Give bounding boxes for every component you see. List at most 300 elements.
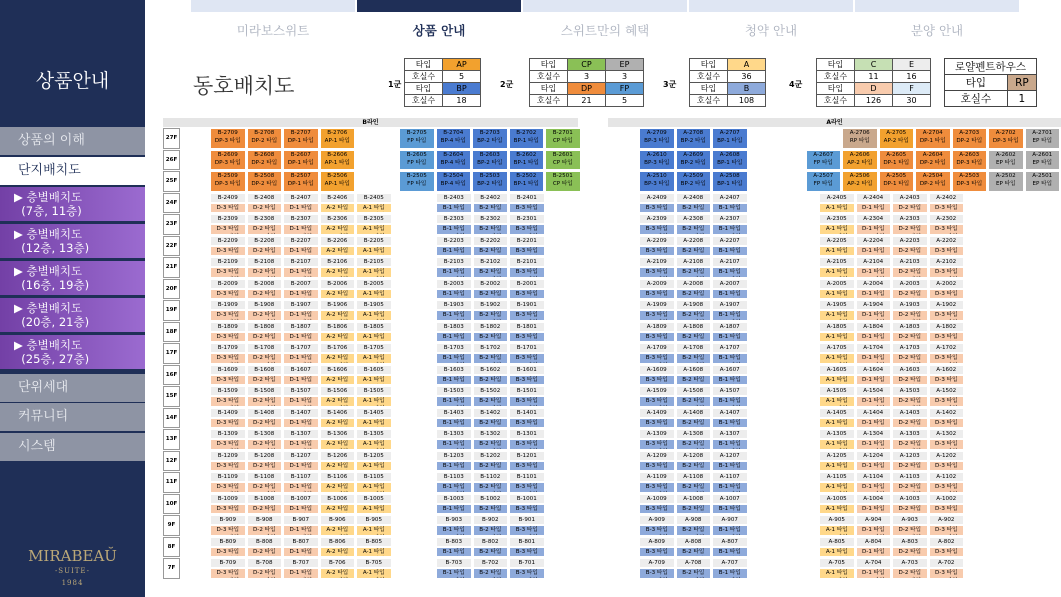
unit-type-cell[interactable] [639, 332, 675, 342]
unit-type-cell[interactable] [356, 439, 392, 449]
unit-cell[interactable] [247, 322, 283, 332]
unit-cell[interactable] [320, 236, 356, 246]
unit-type-cell[interactable] [676, 289, 712, 299]
unit-type-cell[interactable] [473, 525, 509, 535]
unit-type-cell[interactable] [473, 547, 509, 557]
unit-cell[interactable] [320, 257, 356, 267]
unit-type-cell[interactable] [436, 504, 472, 514]
unit-type-cell[interactable] [283, 396, 319, 406]
unit-cell[interactable] [247, 537, 283, 547]
unit-type-cell[interactable] [247, 396, 283, 406]
unit-cell[interactable] [247, 193, 283, 203]
unit-type-cell[interactable] [210, 461, 246, 471]
unit-B-2601[interactable] [545, 150, 581, 171]
unit-type-cell[interactable] [436, 224, 472, 234]
unit-cell[interactable] [356, 451, 392, 461]
unit-cell[interactable] [892, 408, 928, 418]
unit-type-cell[interactable] [712, 439, 748, 449]
unit-cell[interactable] [356, 386, 392, 396]
unit-B-2508[interactable] [247, 171, 283, 192]
unit-B-2501[interactable] [545, 171, 581, 192]
unit-cell[interactable] [929, 386, 965, 396]
unit-cell[interactable] [509, 494, 545, 504]
unit-type-cell[interactable] [283, 310, 319, 320]
unit-cell[interactable] [320, 214, 356, 224]
unit-A-2503[interactable] [952, 171, 988, 192]
unit-type-cell[interactable] [856, 246, 892, 256]
unit-type-cell[interactable] [356, 482, 392, 492]
unit-cell[interactable] [509, 429, 545, 439]
unit-cell[interactable] [210, 236, 246, 246]
unit-cell[interactable] [856, 193, 892, 203]
unit-type-cell[interactable] [892, 246, 928, 256]
unit-A-2709[interactable] [639, 128, 675, 149]
unit-cell[interactable] [856, 343, 892, 353]
unit-cell[interactable] [676, 429, 712, 439]
unit-cell[interactable] [892, 537, 928, 547]
unit-cell[interactable] [712, 236, 748, 246]
unit-cell[interactable] [929, 494, 965, 504]
unit-A-2704[interactable] [915, 128, 951, 149]
unit-cell[interactable] [210, 365, 246, 375]
unit-B-2701[interactable] [545, 128, 581, 149]
unit-cell[interactable] [819, 214, 855, 224]
unit-cell[interactable] [509, 472, 545, 482]
unit-cell[interactable] [819, 322, 855, 332]
unit-type-cell[interactable] [676, 353, 712, 363]
unit-cell[interactable] [856, 558, 892, 568]
unit-type-cell[interactable] [473, 439, 509, 449]
unit-type-cell[interactable] [856, 525, 892, 535]
unit-A-2701[interactable] [1025, 128, 1061, 149]
unit-cell[interactable] [473, 386, 509, 396]
unit-type-cell[interactable] [320, 203, 356, 213]
unit-type-cell[interactable] [856, 547, 892, 557]
unit-B-2503[interactable] [472, 171, 508, 192]
sidebar-item-4[interactable]: ▶ 층별배치도 (16층, 19층) [0, 261, 145, 295]
unit-type-cell[interactable] [283, 246, 319, 256]
unit-type-cell[interactable] [929, 375, 965, 385]
unit-cell[interactable] [320, 386, 356, 396]
unit-cell[interactable] [473, 558, 509, 568]
unit-type-cell[interactable] [283, 353, 319, 363]
unit-cell[interactable] [320, 537, 356, 547]
unit-cell[interactable] [892, 429, 928, 439]
unit-type-cell[interactable] [436, 396, 472, 406]
unit-cell[interactable] [819, 236, 855, 246]
unit-cell[interactable] [283, 515, 319, 525]
unit-A-2607[interactable] [806, 150, 842, 171]
unit-type-cell[interactable] [247, 568, 283, 578]
unit-type-cell[interactable] [676, 525, 712, 535]
unit-cell[interactable] [639, 343, 675, 353]
unit-A-2609[interactable] [676, 150, 712, 171]
unit-cell[interactable] [639, 515, 675, 525]
unit-type-cell[interactable] [210, 224, 246, 234]
unit-type-cell[interactable] [210, 267, 246, 277]
unit-cell[interactable] [247, 236, 283, 246]
unit-type-cell[interactable] [819, 246, 855, 256]
unit-type-cell[interactable] [509, 461, 545, 471]
unit-A-2606[interactable] [842, 150, 878, 171]
unit-cell[interactable] [210, 279, 246, 289]
unit-type-cell[interactable] [676, 396, 712, 406]
sidebar-item-0[interactable]: 상품의 이해 [0, 127, 145, 155]
unit-type-cell[interactable] [509, 310, 545, 320]
unit-cell[interactable] [676, 214, 712, 224]
unit-type-cell[interactable] [210, 439, 246, 449]
unit-type-cell[interactable] [819, 461, 855, 471]
unit-cell[interactable] [929, 558, 965, 568]
unit-cell[interactable] [356, 537, 392, 547]
unit-type-cell[interactable] [712, 246, 748, 256]
unit-type-cell[interactable] [210, 568, 246, 578]
unit-A-2708[interactable] [676, 128, 712, 149]
unit-type-cell[interactable] [436, 439, 472, 449]
unit-type-cell[interactable] [247, 224, 283, 234]
unit-B-2608[interactable] [247, 150, 283, 171]
unit-type-cell[interactable] [210, 246, 246, 256]
unit-type-cell[interactable] [712, 224, 748, 234]
unit-cell[interactable] [676, 343, 712, 353]
unit-cell[interactable] [320, 300, 356, 310]
unit-type-cell[interactable] [356, 396, 392, 406]
unit-type-cell[interactable] [676, 418, 712, 428]
unit-cell[interactable] [819, 300, 855, 310]
sidebar-item-7[interactable]: 단위세대 [0, 374, 145, 402]
sidebar-item-6[interactable]: ▶ 층별배치도 (25층, 27층) [0, 335, 145, 369]
unit-cell[interactable] [473, 429, 509, 439]
unit-B-2708[interactable] [247, 128, 283, 149]
unit-A-2505[interactable] [879, 171, 915, 192]
unit-type-cell[interactable] [509, 547, 545, 557]
unit-type-cell[interactable] [320, 547, 356, 557]
unit-A-2506[interactable] [842, 171, 878, 192]
unit-A-2509[interactable] [676, 171, 712, 192]
unit-type-cell[interactable] [356, 568, 392, 578]
unit-type-cell[interactable] [639, 568, 675, 578]
unit-type-cell[interactable] [819, 332, 855, 342]
tab-1[interactable] [357, 0, 521, 40]
unit-type-cell[interactable] [892, 353, 928, 363]
unit-type-cell[interactable] [509, 418, 545, 428]
unit-cell[interactable] [676, 236, 712, 246]
unit-type-cell[interactable] [856, 224, 892, 234]
unit-type-cell[interactable] [210, 332, 246, 342]
unit-B-2704[interactable] [436, 128, 472, 149]
unit-type-cell[interactable] [929, 246, 965, 256]
sidebar-item-9[interactable]: 시스템 [0, 433, 145, 461]
unit-type-cell[interactable] [892, 310, 928, 320]
unit-cell[interactable] [929, 257, 965, 267]
unit-A-2610[interactable] [639, 150, 675, 171]
unit-B-2707[interactable] [283, 128, 319, 149]
unit-cell[interactable] [639, 257, 675, 267]
unit-type-cell[interactable] [856, 332, 892, 342]
unit-cell[interactable] [283, 537, 319, 547]
unit-type-cell[interactable] [929, 439, 965, 449]
unit-cell[interactable] [929, 365, 965, 375]
unit-type-cell[interactable] [892, 224, 928, 234]
unit-type-cell[interactable] [676, 482, 712, 492]
unit-type-cell[interactable] [639, 418, 675, 428]
unit-type-cell[interactable] [639, 547, 675, 557]
unit-cell[interactable] [639, 451, 675, 461]
unit-type-cell[interactable] [247, 439, 283, 449]
unit-cell[interactable] [509, 193, 545, 203]
unit-cell[interactable] [929, 408, 965, 418]
unit-type-cell[interactable] [436, 568, 472, 578]
unit-type-cell[interactable] [320, 439, 356, 449]
unit-type-cell[interactable] [856, 289, 892, 299]
unit-cell[interactable] [210, 537, 246, 547]
unit-type-cell[interactable] [356, 504, 392, 514]
unit-type-cell[interactable] [509, 375, 545, 385]
unit-cell[interactable] [639, 558, 675, 568]
unit-cell[interactable] [210, 322, 246, 332]
unit-cell[interactable] [436, 257, 472, 267]
unit-type-cell[interactable] [473, 568, 509, 578]
unit-cell[interactable] [712, 257, 748, 267]
unit-cell[interactable] [819, 386, 855, 396]
unit-A-2510[interactable] [639, 171, 675, 192]
unit-cell[interactable] [473, 343, 509, 353]
unit-B-2602[interactable] [509, 150, 545, 171]
unit-cell[interactable] [819, 429, 855, 439]
unit-cell[interactable] [509, 343, 545, 353]
unit-type-cell[interactable] [283, 289, 319, 299]
unit-cell[interactable] [712, 408, 748, 418]
unit-cell[interactable] [356, 365, 392, 375]
unit-type-cell[interactable] [247, 246, 283, 256]
unit-type-cell[interactable] [210, 418, 246, 428]
unit-B-2504[interactable] [436, 171, 472, 192]
unit-cell[interactable] [712, 386, 748, 396]
unit-type-cell[interactable] [639, 310, 675, 320]
unit-B-2506[interactable] [320, 171, 356, 192]
unit-type-cell[interactable] [320, 525, 356, 535]
unit-cell[interactable] [247, 451, 283, 461]
unit-type-cell[interactable] [283, 547, 319, 557]
unit-cell[interactable] [712, 558, 748, 568]
unit-type-cell[interactable] [283, 525, 319, 535]
unit-type-cell[interactable] [819, 310, 855, 320]
unit-cell[interactable] [210, 558, 246, 568]
unit-B-2507[interactable] [283, 171, 319, 192]
unit-type-cell[interactable] [856, 375, 892, 385]
unit-type-cell[interactable] [639, 375, 675, 385]
unit-cell[interactable] [356, 515, 392, 525]
unit-cell[interactable] [676, 193, 712, 203]
sidebar-item-5[interactable]: ▶ 층별배치도 (20층, 21층) [0, 298, 145, 332]
unit-type-cell[interactable] [676, 568, 712, 578]
unit-type-cell[interactable] [676, 310, 712, 320]
unit-type-cell[interactable] [436, 353, 472, 363]
unit-type-cell[interactable] [639, 504, 675, 514]
unit-A-2601[interactable] [1025, 150, 1061, 171]
unit-cell[interactable] [929, 322, 965, 332]
unit-B-2604[interactable] [436, 150, 472, 171]
unit-type-cell[interactable] [856, 310, 892, 320]
unit-cell[interactable] [639, 408, 675, 418]
unit-cell[interactable] [356, 472, 392, 482]
unit-type-cell[interactable] [856, 353, 892, 363]
unit-type-cell[interactable] [929, 418, 965, 428]
unit-type-cell[interactable] [676, 504, 712, 514]
unit-type-cell[interactable] [639, 396, 675, 406]
unit-type-cell[interactable] [509, 203, 545, 213]
unit-type-cell[interactable] [436, 418, 472, 428]
unit-cell[interactable] [247, 386, 283, 396]
unit-type-cell[interactable] [283, 224, 319, 234]
unit-type-cell[interactable] [712, 547, 748, 557]
unit-type-cell[interactable] [210, 375, 246, 385]
unit-type-cell[interactable] [247, 310, 283, 320]
unit-type-cell[interactable] [247, 547, 283, 557]
unit-type-cell[interactable] [819, 504, 855, 514]
unit-cell[interactable] [856, 300, 892, 310]
unit-cell[interactable] [210, 494, 246, 504]
unit-B-2702[interactable] [509, 128, 545, 149]
unit-cell[interactable] [712, 300, 748, 310]
unit-type-cell[interactable] [929, 224, 965, 234]
unit-type-cell[interactable] [473, 418, 509, 428]
unit-B-2703[interactable] [472, 128, 508, 149]
unit-type-cell[interactable] [509, 224, 545, 234]
unit-cell[interactable] [473, 214, 509, 224]
unit-cell[interactable] [436, 537, 472, 547]
unit-cell[interactable] [356, 429, 392, 439]
unit-cell[interactable] [676, 408, 712, 418]
unit-cell[interactable] [509, 558, 545, 568]
unit-cell[interactable] [436, 494, 472, 504]
unit-type-cell[interactable] [247, 461, 283, 471]
unit-type-cell[interactable] [676, 246, 712, 256]
unit-cell[interactable] [320, 343, 356, 353]
unit-B-2705[interactable] [399, 128, 435, 149]
unit-cell[interactable] [509, 279, 545, 289]
unit-A-2604[interactable] [915, 150, 951, 171]
unit-cell[interactable] [892, 236, 928, 246]
unit-type-cell[interactable] [639, 525, 675, 535]
unit-type-cell[interactable] [639, 224, 675, 234]
unit-cell[interactable] [892, 257, 928, 267]
unit-type-cell[interactable] [929, 547, 965, 557]
tab-4[interactable] [855, 0, 1019, 40]
unit-type-cell[interactable] [210, 353, 246, 363]
unit-type-cell[interactable] [436, 525, 472, 535]
unit-type-cell[interactable] [892, 375, 928, 385]
unit-cell[interactable] [929, 193, 965, 203]
unit-cell[interactable] [436, 408, 472, 418]
unit-cell[interactable] [356, 257, 392, 267]
unit-type-cell[interactable] [436, 375, 472, 385]
unit-cell[interactable] [210, 451, 246, 461]
unit-B-2609[interactable] [210, 150, 246, 171]
unit-type-cell[interactable] [356, 375, 392, 385]
unit-type-cell[interactable] [283, 461, 319, 471]
unit-type-cell[interactable] [856, 267, 892, 277]
unit-type-cell[interactable] [819, 396, 855, 406]
unit-cell[interactable] [247, 429, 283, 439]
unit-cell[interactable] [473, 257, 509, 267]
unit-cell[interactable] [856, 386, 892, 396]
unit-cell[interactable] [856, 408, 892, 418]
unit-type-cell[interactable] [283, 332, 319, 342]
unit-cell[interactable] [436, 236, 472, 246]
unit-cell[interactable] [436, 322, 472, 332]
unit-B-2606[interactable] [320, 150, 356, 171]
unit-cell[interactable] [712, 214, 748, 224]
unit-cell[interactable] [892, 322, 928, 332]
unit-cell[interactable] [712, 537, 748, 547]
unit-type-cell[interactable] [712, 375, 748, 385]
unit-cell[interactable] [639, 429, 675, 439]
unit-type-cell[interactable] [856, 482, 892, 492]
unit-cell[interactable] [856, 214, 892, 224]
unit-cell[interactable] [356, 494, 392, 504]
unit-cell[interactable] [247, 408, 283, 418]
unit-type-cell[interactable] [320, 267, 356, 277]
unit-type-cell[interactable] [676, 267, 712, 277]
unit-type-cell[interactable] [819, 439, 855, 449]
unit-cell[interactable] [892, 558, 928, 568]
unit-cell[interactable] [320, 193, 356, 203]
unit-type-cell[interactable] [436, 461, 472, 471]
unit-type-cell[interactable] [856, 418, 892, 428]
unit-type-cell[interactable] [473, 289, 509, 299]
unit-type-cell[interactable] [356, 289, 392, 299]
unit-type-cell[interactable] [473, 246, 509, 256]
unit-type-cell[interactable] [509, 332, 545, 342]
unit-cell[interactable] [210, 408, 246, 418]
unit-cell[interactable] [856, 537, 892, 547]
unit-type-cell[interactable] [473, 482, 509, 492]
unit-cell[interactable] [929, 429, 965, 439]
unit-B-2706[interactable] [320, 128, 356, 149]
unit-type-cell[interactable] [856, 504, 892, 514]
unit-type-cell[interactable] [283, 504, 319, 514]
unit-type-cell[interactable] [247, 289, 283, 299]
unit-type-cell[interactable] [436, 289, 472, 299]
unit-type-cell[interactable] [712, 504, 748, 514]
unit-cell[interactable] [356, 279, 392, 289]
unit-type-cell[interactable] [210, 547, 246, 557]
unit-type-cell[interactable] [473, 396, 509, 406]
unit-cell[interactable] [436, 214, 472, 224]
unit-type-cell[interactable] [356, 353, 392, 363]
unit-B-2607[interactable] [283, 150, 319, 171]
unit-cell[interactable] [639, 365, 675, 375]
unit-type-cell[interactable] [473, 461, 509, 471]
unit-type-cell[interactable] [509, 504, 545, 514]
unit-cell[interactable] [509, 214, 545, 224]
unit-cell[interactable] [639, 472, 675, 482]
unit-type-cell[interactable] [819, 267, 855, 277]
unit-type-cell[interactable] [320, 332, 356, 342]
unit-cell[interactable] [856, 322, 892, 332]
unit-type-cell[interactable] [509, 525, 545, 535]
unit-cell[interactable] [819, 193, 855, 203]
unit-cell[interactable] [639, 386, 675, 396]
unit-A-2702[interactable] [988, 128, 1024, 149]
unit-type-cell[interactable] [509, 246, 545, 256]
unit-cell[interactable] [436, 343, 472, 353]
unit-type-cell[interactable] [436, 547, 472, 557]
unit-type-cell[interactable] [819, 568, 855, 578]
unit-cell[interactable] [283, 300, 319, 310]
unit-cell[interactable] [509, 257, 545, 267]
